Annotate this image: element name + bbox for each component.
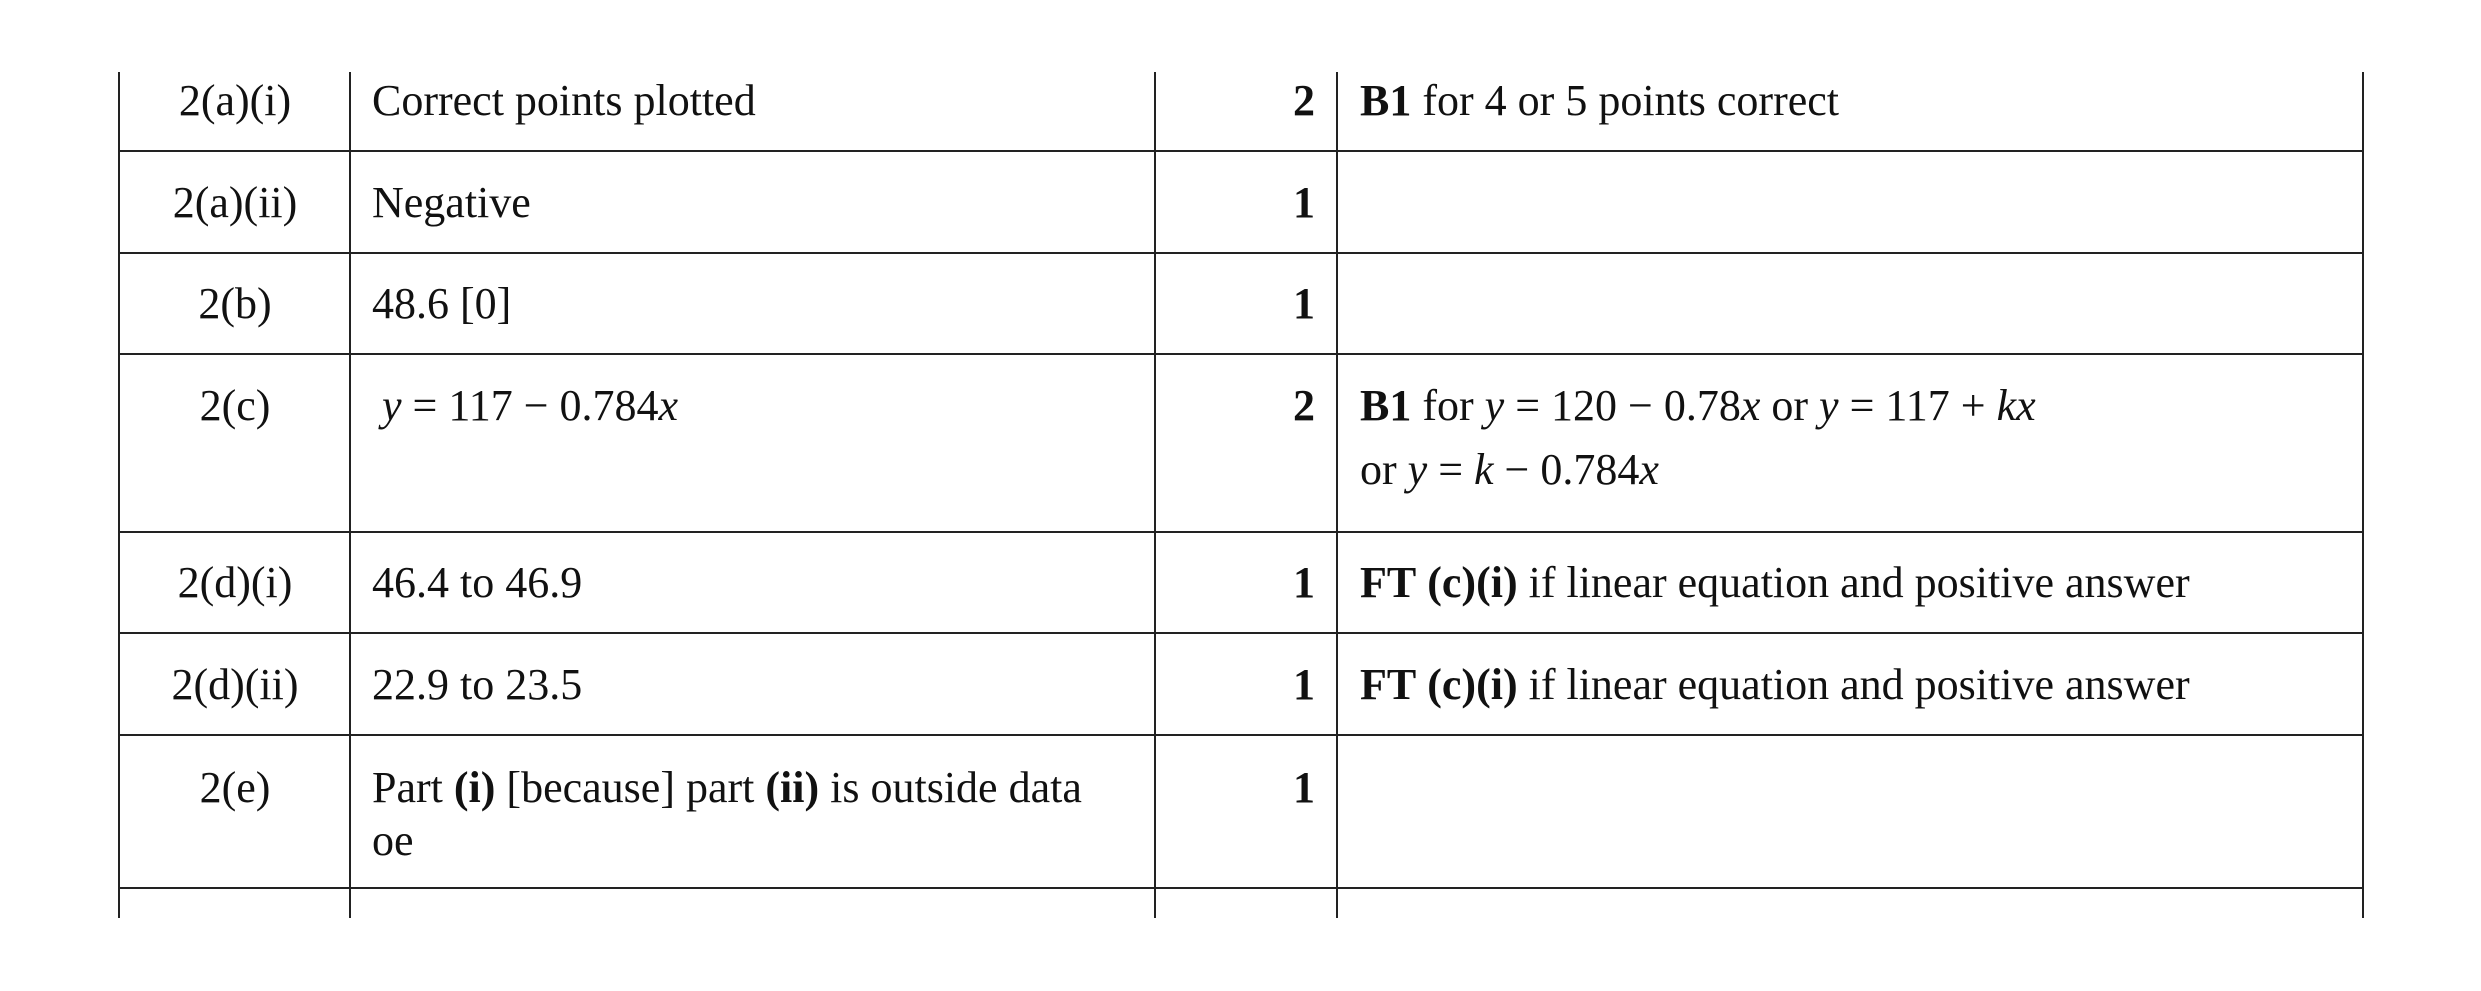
question-number: 2(d)(i) bbox=[177, 558, 293, 607]
guidance-cell bbox=[1360, 75, 2350, 127]
math-variable: y bbox=[1407, 445, 1428, 494]
guidance-reference: (c)(i) bbox=[1427, 558, 1518, 607]
math-variable: kx bbox=[1996, 381, 2036, 430]
marks-cell: 1 bbox=[1293, 279, 1315, 328]
guidance-text: for bbox=[1411, 381, 1485, 430]
answer-part-ref: (i) bbox=[453, 763, 496, 812]
answer-cell: 46.4 to 46.9 bbox=[372, 558, 583, 607]
math-variable: x bbox=[1639, 445, 1659, 494]
math-variable: k bbox=[1474, 445, 1494, 494]
row-divider bbox=[119, 531, 2364, 533]
row-divider bbox=[119, 887, 2364, 889]
row-divider bbox=[119, 353, 2364, 355]
guidance-text bbox=[1416, 558, 1427, 607]
guidance-cell bbox=[1360, 380, 2350, 432]
guidance-text: if linear equation and positive answer bbox=[1517, 558, 2190, 607]
guidance-cell bbox=[1360, 557, 2350, 609]
marks-cell: 1 bbox=[1293, 558, 1315, 607]
answer-text: Part bbox=[372, 763, 454, 812]
guidance-text: for 4 or 5 points correct bbox=[1411, 76, 1840, 125]
column-border-right bbox=[2362, 72, 2364, 918]
column-border-marks bbox=[1336, 72, 1338, 918]
answer-text: [because] part bbox=[495, 763, 766, 812]
marks-cell: 1 bbox=[1293, 660, 1315, 709]
question-number: 2(b) bbox=[198, 279, 272, 328]
guidance-mark-code: FT bbox=[1360, 558, 1417, 607]
math-variable: y bbox=[1819, 381, 1839, 430]
guidance-text bbox=[1416, 660, 1427, 709]
math-text: = 117 − 0.784 bbox=[401, 381, 659, 430]
row-divider bbox=[119, 150, 2364, 152]
marks-cell: 1 bbox=[1293, 763, 1315, 812]
guidance-text: or bbox=[1360, 445, 1408, 494]
math-text: = 120 − 0.78 bbox=[1504, 381, 1741, 430]
answer-text: is outside data bbox=[819, 763, 1082, 812]
answer-cell: 48.6 [0] bbox=[372, 279, 512, 328]
guidance-text: or bbox=[1760, 381, 1820, 430]
math-variable: y bbox=[382, 381, 402, 430]
guidance-cell-continued bbox=[1360, 444, 2350, 496]
math-text: = bbox=[1427, 445, 1475, 494]
question-number: 2(a)(ii) bbox=[172, 178, 298, 227]
math-variable: y bbox=[1484, 381, 1505, 430]
guidance-mark-code: B1 bbox=[1360, 76, 1412, 125]
answer-cell: Correct points plotted bbox=[372, 76, 756, 125]
marks-cell: 1 bbox=[1293, 178, 1315, 227]
guidance-reference: (c)(i) bbox=[1427, 660, 1518, 709]
math-variable: x bbox=[1740, 381, 1761, 430]
math-text: − 0.784 bbox=[1493, 445, 1640, 494]
guidance-mark-code: B1 bbox=[1360, 381, 1412, 430]
guidance-cell bbox=[1360, 659, 2350, 711]
answer-text-continued: oe bbox=[372, 816, 414, 865]
question-number: 2(d)(ii) bbox=[171, 660, 299, 709]
row-divider bbox=[119, 252, 2364, 254]
math-variable: x bbox=[658, 381, 679, 430]
question-number: 2(c) bbox=[199, 381, 271, 430]
guidance-mark-code: FT bbox=[1360, 660, 1417, 709]
answer-cell: Negative bbox=[372, 178, 531, 227]
question-number: 2(e) bbox=[199, 763, 271, 812]
column-border-answer bbox=[1154, 72, 1156, 918]
row-divider bbox=[119, 734, 2364, 736]
guidance-text: if linear equation and positive answer bbox=[1517, 660, 2190, 709]
answer-cell bbox=[372, 762, 1152, 814]
marks-cell: 2 bbox=[1293, 76, 1315, 125]
answer-cell: 22.9 to 23.5 bbox=[372, 660, 583, 709]
math-text: = 117 + bbox=[1838, 381, 1997, 430]
row-divider bbox=[119, 632, 2364, 634]
question-number: 2(a)(i) bbox=[178, 76, 292, 125]
answer-part-ref: (ii) bbox=[765, 763, 820, 812]
marks-cell: 2 bbox=[1293, 381, 1315, 430]
answer-equation bbox=[382, 380, 1162, 432]
